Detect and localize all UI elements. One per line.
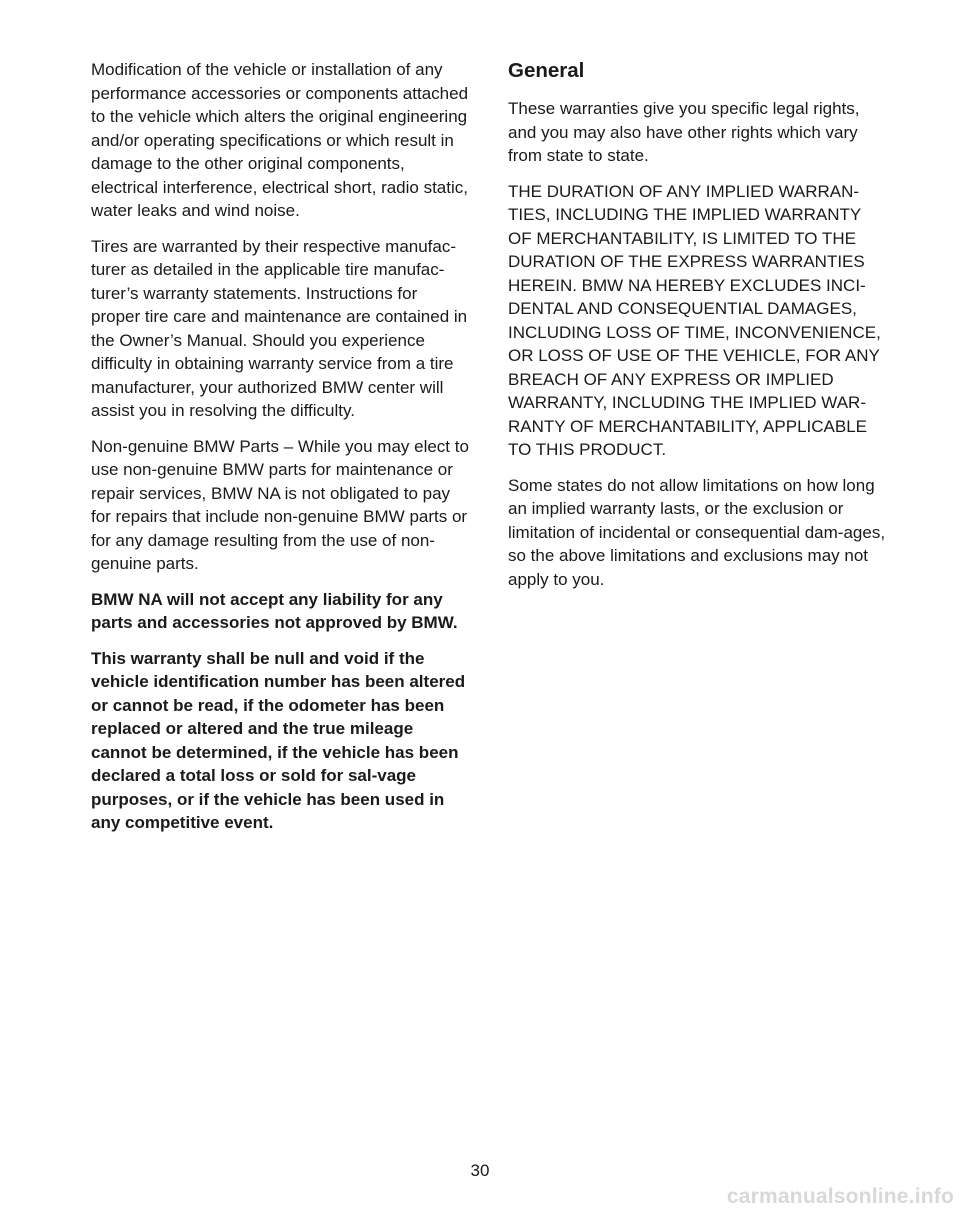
paragraph-implied-warranty-duration: THE DURATION OF ANY IMPLIED WARRAN-TIES, INCLUDING THE IMPLIED WARRANTY OF MERCHANTABILITY, IS LIMITED TO THE DURATION OF THE EXPRESS WARRANTIES HEREIN. BMW NA HEREBY EXCLUDES INCI-DENTAL AND CONSEQUENTIAL DAMAGES, INCLUDING LOSS OF TIME, INCONVENIENCE, OR LOSS OF USE OF THE VEHICLE, FOR ANY BREACH OF ANY EXPRESS OR IMPLIED WARRANTY, INCLUDING THE IMPLIED WAR-RANTY OF MERCHANTABILITY, APPLICABLE TO THIS PRODUCT. bbox=[508, 181, 881, 459]
left-column bbox=[91, 58, 471, 847]
paragraph-non-genuine-parts: Non-genuine BMW Parts – While you may elect to use non-genuine BMW parts for maintenance or repair services, BMW NA is not obligated to pay for repairs that include non-genuine BMW parts or for any damage resulting from the use of non-genuine parts. bbox=[91, 436, 469, 573]
watermark: carmanualsonline.info bbox=[726, 1185, 954, 1208]
paragraph-liability: BMW NA will not accept any liability for any parts and accessories not approved by BMW. bbox=[91, 589, 458, 632]
paragraph-null-and-void: This warranty shall be null and void if the vehicle identification number has been altered or cannot be read, if the odometer has been replaced or altered and the true mileage cannot be determined, if the vehicle has been declared a total loss or sold for sal-vage purposes, or if the vehicle has been used in any competitive event. bbox=[91, 648, 466, 832]
paragraph-legal-rights: These warranties give you specific legal rights, and you may also have other rights which vary from state to state. bbox=[508, 99, 860, 165]
paragraph-state-limitations: Some states do not allow limitations on how long an implied warranty lasts, or the exclusion or limitation of incidental or consequential dam-ages, so the above limitations and exclusions may not apply to you. bbox=[508, 475, 886, 589]
right-column bbox=[508, 58, 888, 603]
paragraph-tires: Tires are warranted by their respective manufac-turer as detailed in the applicable tire manufac-turer’s warranty statements. Instructions for proper tire care and maintenance are contained in the Owner’s Manual. Should you experience difficulty in obtaining warranty service from a tire manufacturer, your authorized BMW center will assist you in resolving the difficulty. bbox=[91, 236, 468, 420]
page-number: 30 bbox=[470, 1161, 490, 1180]
section-heading-general: General bbox=[508, 59, 585, 82]
paragraph-modification: Modification of the vehicle or installation of any performance accessories or components attached to the vehicle which alters the original engineering and/or operating specifications or which result in damage to the other original components, electrical interference, electrical short, radio static, water leaks and wind noise. bbox=[91, 60, 469, 220]
